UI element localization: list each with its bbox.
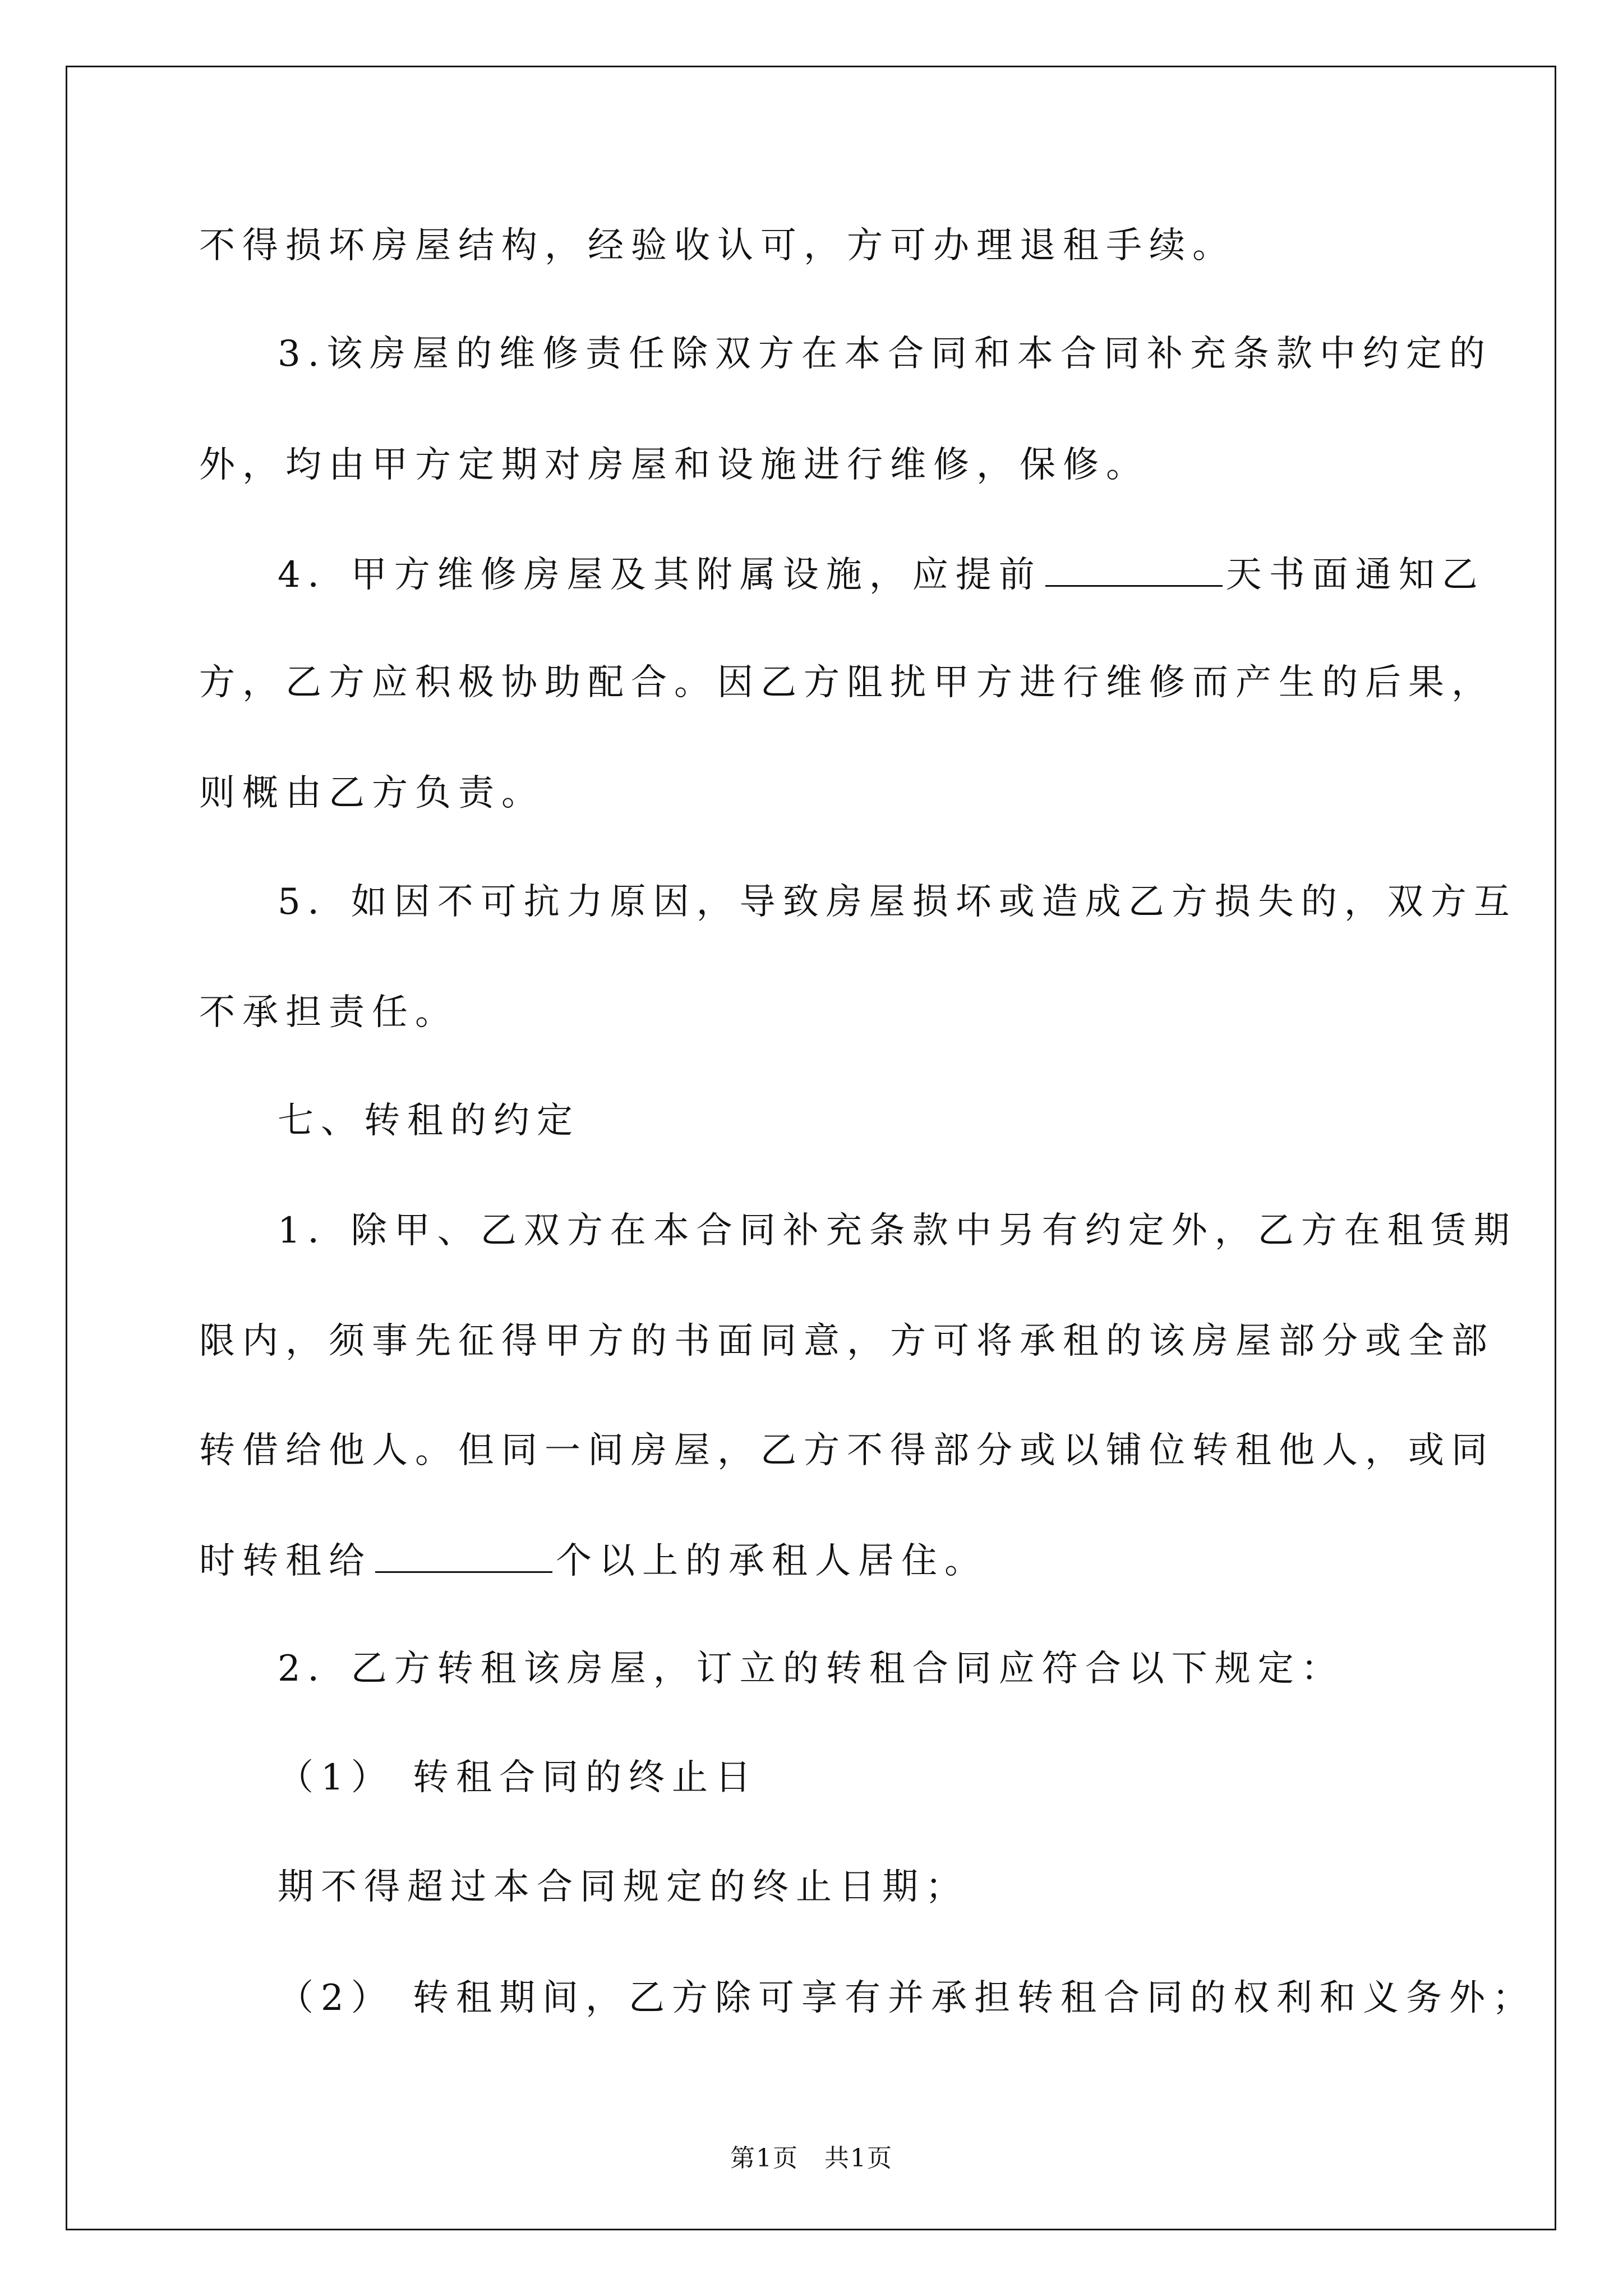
list-item: （2） 转租期间，乙方除可享有并承担转租合同的权利和义务外； [278, 1977, 1536, 2019]
text-line: 期不得超过本合同规定的终止日期； [278, 1866, 969, 1908]
text-line: 不得损坏房屋结构，经验收认可，方可办理退租手续。 [199, 225, 1235, 266]
fill-in-blank [375, 1538, 552, 1573]
text-line-with-blank [278, 551, 1485, 597]
page-footer: 第1页 共1页 [730, 2144, 893, 2173]
text-line: 限内，须事先征得甲方的书面同意，方可将承租的该房屋部分或全部 [199, 1320, 1495, 1362]
text-line: 外，均由甲方定期对房屋和设施进行维修，保修。 [199, 444, 1149, 486]
text-line: 转借给他人。但同一间房屋，乙方不得部分或以铺位转租他人，或同 [199, 1430, 1495, 1471]
fill-in-blank [1045, 551, 1223, 587]
text-line: 1．除甲、乙双方在本合同补充条款中另有约定外，乙方在租赁期 [278, 1210, 1517, 1251]
text-line: 2．乙方转租该房屋，订立的转租合同应符合以下规定： [278, 1648, 1344, 1690]
list-item: （1） 转租合同的终止日 [278, 1757, 759, 1798]
text-line: 3.该房屋的维修责任除双方在本合同和本合同补充条款中约定的 [278, 333, 1493, 375]
text-line: 则概由乙方负责。 [199, 772, 545, 814]
text-fragment: 4．甲方维修房屋及其附属设施，应提前 [278, 554, 1042, 596]
text-fragment: 时转租给 [199, 1540, 372, 1582]
text-line-with-blank [199, 1538, 988, 1584]
text-line: 不承担责任。 [199, 992, 458, 1033]
text-fragment: 天书面通知乙 [1225, 554, 1485, 596]
text-fragment: 个以上的承租人居住。 [556, 1540, 988, 1582]
section-heading: 七、转租的约定 [278, 1100, 580, 1142]
text-line: 5．如因不可抗力原因，导致房屋损坏或造成乙方损失的，双方互 [278, 881, 1517, 923]
text-line: 方，乙方应积极协助配合。因乙方阻扰甲方进行维修而产生的后果， [199, 662, 1495, 703]
